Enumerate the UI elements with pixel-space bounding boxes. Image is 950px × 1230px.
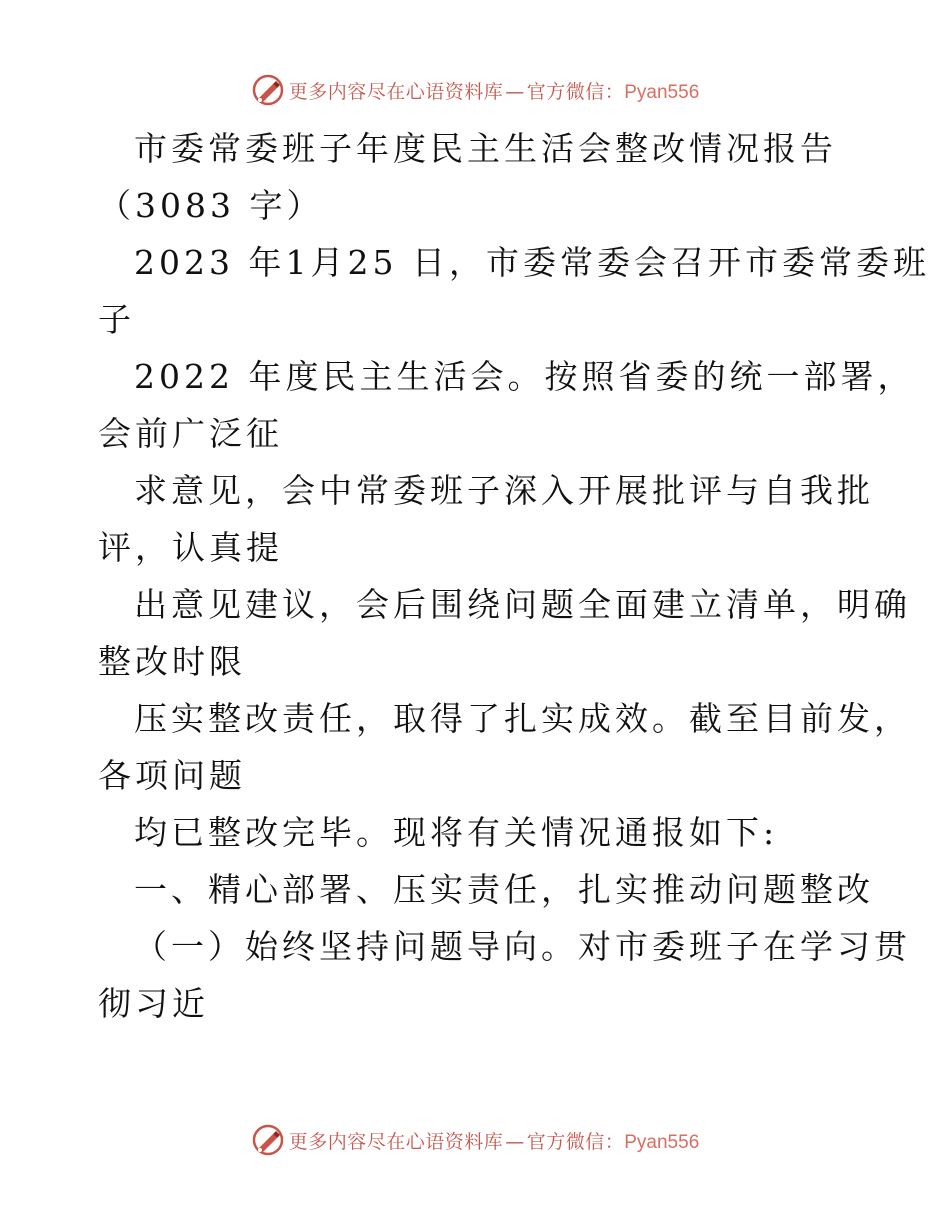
- watermark-site-text: 更多内容尽在心语资料库: [288, 1130, 504, 1153]
- watermark-text: [289, 77, 700, 104]
- document-body: [98, 120, 930, 1032]
- paragraph-line: 2022 年度民主生活会。按照省委的统一部署，: [134, 357, 915, 396]
- header-watermark-banner: [0, 68, 950, 112]
- watermark-separator: —: [505, 1130, 525, 1153]
- paragraph-line: 会前广泛征: [98, 414, 283, 453]
- pen-logo-icon: [251, 73, 285, 107]
- pen-logo-icon: [251, 1123, 285, 1157]
- watermark-site-text: 更多内容尽在心语资料库: [288, 80, 504, 103]
- paragraph-line: 均已整改完毕。现将有关情况通报如下:: [134, 813, 779, 852]
- paragraph-line: 评，认真提: [98, 528, 283, 567]
- section-heading: 一、精心部署、压实责任，扎实推动问题整改: [134, 870, 874, 909]
- paragraph-line: 子: [98, 300, 135, 339]
- paragraph-line: 求意见，会中常委班子深入开展批评与自我批: [134, 471, 874, 510]
- paragraph-line: 出意见建议，会后围绕问题全面建立清单，明确: [134, 585, 911, 624]
- footer-watermark-banner: [0, 1118, 950, 1162]
- word-count: （3083 字）: [98, 186, 324, 225]
- paragraph-line: 整改时限: [98, 642, 246, 681]
- watermark-separator: —: [505, 80, 525, 103]
- watermark-wechat-label: 官方微信：: [526, 80, 625, 103]
- paragraph-line: 压实整改责任，取得了扎实成效。截至目前发，: [134, 699, 911, 738]
- watermark-wechat-id: Pyan556: [624, 1131, 700, 1153]
- subsection-heading: （一）始终坚持问题导向。对市委班子在学习贯: [134, 927, 911, 966]
- paragraph-line: 彻习近: [98, 984, 209, 1023]
- paragraph-line: 2023 年1月25 日，市委常委会召开市委常委班: [134, 243, 930, 282]
- document-title: 市委常委班子年度民主生活会整改情况报告: [134, 129, 837, 168]
- paragraph-line: 各项问题: [98, 756, 246, 795]
- watermark-text: [289, 1127, 700, 1154]
- watermark-wechat-label: 官方微信：: [526, 1130, 625, 1153]
- watermark-wechat-id: Pyan556: [624, 81, 700, 103]
